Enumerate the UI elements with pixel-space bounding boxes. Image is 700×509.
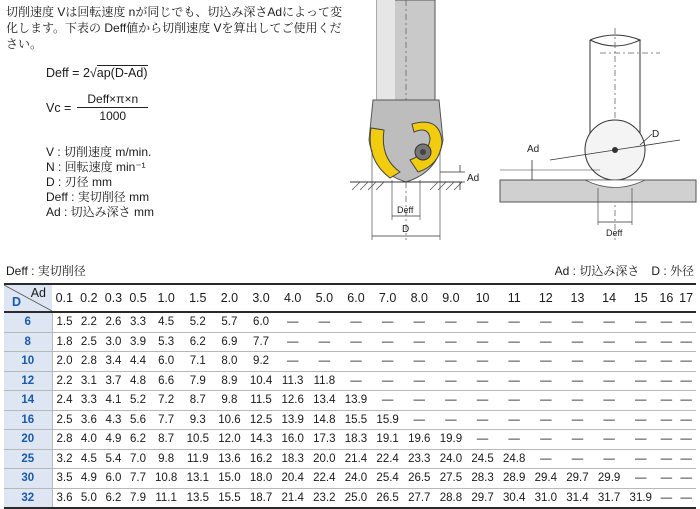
deff-value-cell: — (372, 371, 404, 391)
diameter-cell: 10 (4, 352, 52, 372)
deff-value-cell: — (676, 352, 696, 372)
deff-value-cell: — (467, 332, 499, 352)
deff-value-cell: 27.7 (403, 488, 435, 508)
deff-value-cell: 5.7 (214, 312, 246, 332)
table-header-row (4, 284, 696, 312)
deff-value-cell: 15.9 (372, 410, 404, 430)
deff-value-cell: 31.4 (562, 488, 594, 508)
deff-value-cell: — (467, 430, 499, 450)
deff-value-cell: 3.0 (101, 332, 126, 352)
deff-value-cell: — (625, 391, 657, 411)
deff-value-cell: 3.6 (52, 488, 77, 508)
deff-value-cell: 3.6 (77, 410, 102, 430)
deff-value-cell: 6.0 (245, 312, 277, 332)
deff-value-cell: 29.9 (593, 469, 625, 489)
deff-value-cell: — (498, 410, 530, 430)
ad-column-header: 9.0 (435, 284, 467, 312)
deff-value-cell: 14.3 (245, 430, 277, 450)
deff-value-cell: 2.8 (52, 430, 77, 450)
deff-value-cell: 1.5 (52, 312, 77, 332)
ad-column-header: 1.5 (182, 284, 214, 312)
diameter-cell: 16 (4, 410, 52, 430)
deff-value-cell: — (372, 332, 404, 352)
deff-value-cell: — (467, 391, 499, 411)
deff-value-cell: 23.2 (309, 488, 341, 508)
legend-item: D : 刃径 mm (46, 175, 112, 189)
deff-value-cell: — (657, 312, 677, 332)
deff-value-cell: — (625, 332, 657, 352)
legend-item: Deff : 実切削径 mm (46, 190, 150, 204)
deff-value-cell: — (403, 332, 435, 352)
deff-value-cell: — (530, 449, 562, 469)
diameter-cell: 25 (4, 449, 52, 469)
ad-column-header: 0.5 (126, 284, 151, 312)
diameter-cell: 14 (4, 391, 52, 411)
legend-item: Ad : 切込み深さ mm (46, 205, 155, 219)
deff-value-cell: — (530, 391, 562, 411)
vc-numerator: Deff×π×n (77, 92, 148, 108)
deff-value-cell: — (625, 410, 657, 430)
deff-value-cell: — (403, 391, 435, 411)
deff-value-cell: 29.7 (562, 469, 594, 489)
deff-value-cell: — (309, 312, 341, 332)
deff-value-cell: 4.5 (77, 449, 102, 469)
table-row (4, 430, 696, 450)
ad-column-header: 7.0 (372, 284, 404, 312)
deff-value-cell: 28.3 (467, 469, 499, 489)
ad-column-header: 1.0 (150, 284, 182, 312)
deff-value-cell: 15.5 (340, 410, 372, 430)
deff-value-cell: 6.6 (150, 371, 182, 391)
deff-value-cell: 11.9 (182, 449, 214, 469)
right-tool-figure (500, 28, 696, 240)
deff-value-cell: 5.2 (182, 312, 214, 332)
ad-column-header: 6.0 (340, 284, 372, 312)
deff-value-cell: — (657, 469, 677, 489)
deff-value-cell: 23.3 (403, 449, 435, 469)
deff-value-cell: — (593, 352, 625, 372)
deff-value-cell: 29.7 (467, 488, 499, 508)
ad-column-header: 2.0 (214, 284, 246, 312)
deff-value-cell: — (340, 312, 372, 332)
deff-value-cell: 6.2 (182, 332, 214, 352)
deff-value-cell: 19.9 (435, 430, 467, 450)
deff-value-cell: — (676, 430, 696, 450)
deff-value-cell: 7.7 (245, 332, 277, 352)
deff-value-cell: — (625, 352, 657, 372)
deff-value-cell: 17.3 (309, 430, 341, 450)
deff-value-cell: — (676, 488, 696, 508)
deff-value-cell: — (657, 352, 677, 372)
table-row (4, 410, 696, 430)
deff-value-cell: 11.3 (277, 371, 309, 391)
ad-column-header: 13 (562, 284, 594, 312)
deff-value-cell: 24.0 (340, 469, 372, 489)
deff-value-cell: — (403, 312, 435, 332)
deff-value-cell: — (372, 312, 404, 332)
ad-column-header: 10 (467, 284, 499, 312)
diameter-cell: 20 (4, 430, 52, 450)
deff-value-cell: 15.5 (214, 488, 246, 508)
ad-column-header: 4.0 (277, 284, 309, 312)
deff-value-cell: 22.4 (309, 469, 341, 489)
deff-value-cell: 16.0 (277, 430, 309, 450)
deff-value-cell: 10.4 (245, 371, 277, 391)
deff-value-cell: — (657, 332, 677, 352)
deff-value-cell: 8.7 (150, 430, 182, 450)
deff-value-cell: 24.0 (435, 449, 467, 469)
legend-item: V : 切削速度 m/min. (46, 145, 152, 159)
deff-value-cell: 5.3 (150, 332, 182, 352)
table-caption-right: Ad : 切込み深さ D : 外径 (554, 264, 694, 278)
deff-value-cell: — (403, 352, 435, 372)
intro-text: 切削速度 Vは回転速度 nが同じでも、切込み深さAdによって変化します。下表の Deff値から切削速度 Vを算出してご使用ください。 (6, 5, 343, 51)
deff-value-cell: 21.4 (340, 449, 372, 469)
deff-value-cell: 1.8 (52, 332, 77, 352)
deff-value-cell: — (593, 371, 625, 391)
deff-value-cell: — (530, 371, 562, 391)
table-row (4, 312, 696, 332)
deff-value-cell: 6.0 (150, 352, 182, 372)
deff-value-cell: — (467, 312, 499, 332)
deff-value-cell: — (498, 430, 530, 450)
deff-value-cell: 11.5 (245, 391, 277, 411)
deff-value-cell: — (530, 352, 562, 372)
deff-value-cell: — (530, 430, 562, 450)
deff-value-cell: 21.4 (277, 488, 309, 508)
deff-value-cell: 3.3 (77, 391, 102, 411)
deff-value-cell: — (340, 352, 372, 372)
deff-value-cell: 9.2 (245, 352, 277, 372)
deff-value-cell: — (498, 391, 530, 411)
deff-value-cell: 12.5 (245, 410, 277, 430)
deff-value-cell: 24.8 (498, 449, 530, 469)
deff-value-cell: — (657, 410, 677, 430)
corner-d-label: D (12, 295, 22, 309)
deff-value-cell: — (676, 410, 696, 430)
deff-value-cell: 5.0 (77, 488, 102, 508)
deff-value-cell: 11.8 (309, 371, 341, 391)
deff-value-cell: 18.7 (245, 488, 277, 508)
table-row (4, 371, 696, 391)
deff-value-cell: 13.9 (340, 391, 372, 411)
ad-column-header: 0.3 (101, 284, 126, 312)
deff-value-cell: — (403, 371, 435, 391)
deff-value-cell: — (277, 332, 309, 352)
table-caption-left: Deff : 実切削径 (6, 264, 86, 278)
deff-formula-lhs: Deff = 2 (46, 66, 90, 80)
deff-value-cell: 4.9 (77, 469, 102, 489)
deff-value-cell: 8.9 (214, 371, 246, 391)
deff-value-cell: 26.5 (372, 488, 404, 508)
deff-value-cell: — (625, 312, 657, 332)
deff-value-cell: — (657, 449, 677, 469)
deff-value-cell: 6.2 (126, 430, 151, 450)
ad-column-header: 17 (676, 284, 696, 312)
table-row (4, 332, 696, 352)
vc-formula-lhs: Vc = (46, 100, 72, 115)
ad-column-header: 11 (498, 284, 530, 312)
deff-value-cell: 4.4 (126, 352, 151, 372)
deff-value-cell: — (657, 430, 677, 450)
ad-column-header: 0.2 (77, 284, 102, 312)
deff-value-cell: — (530, 312, 562, 332)
deff-value-cell: — (625, 430, 657, 450)
deff-value-cell: 16.2 (245, 449, 277, 469)
deff-value-cell: 2.8 (77, 352, 102, 372)
deff-value-cell: — (562, 449, 594, 469)
deff-value-cell: 10.8 (150, 469, 182, 489)
ad-column-header: 0.1 (52, 284, 77, 312)
deff-value-cell: 2.0 (52, 352, 77, 372)
left-tool-figure (350, 0, 465, 240)
deff-value-cell: 29.4 (530, 469, 562, 489)
deff-formula-root: ap(D-Ad) (96, 66, 148, 80)
deff-value-cell: — (593, 312, 625, 332)
deff-value-cell: — (435, 410, 467, 430)
deff-value-cell: — (309, 352, 341, 372)
deff-value-cell: 4.9 (101, 430, 126, 450)
deff-value-cell: 9.3 (182, 410, 214, 430)
deff-value-cell: 6.2 (101, 488, 126, 508)
deff-value-cell: 22.4 (372, 449, 404, 469)
deff-value-cell: 18.3 (340, 430, 372, 450)
deff-value-cell: — (530, 332, 562, 352)
table-row (4, 449, 696, 469)
deff-value-cell: — (593, 449, 625, 469)
table-corner-cell (4, 284, 52, 312)
deff-value-cell: — (467, 352, 499, 372)
deff-value-cell: 3.7 (101, 371, 126, 391)
deff-value-cell: 6.0 (101, 469, 126, 489)
deff-value-cell: 24.5 (467, 449, 499, 469)
deff-value-cell: — (562, 312, 594, 332)
deff-value-cell: 18.0 (245, 469, 277, 489)
diameter-cell: 32 (4, 488, 52, 508)
right-d-label: D (652, 129, 660, 140)
deff-value-cell: — (657, 391, 677, 411)
deff-value-cell: 11.1 (150, 488, 182, 508)
deff-value-cell: 5.4 (101, 449, 126, 469)
deff-value-cell: — (625, 371, 657, 391)
deff-value-cell: — (372, 352, 404, 372)
deff-value-cell: — (593, 430, 625, 450)
deff-value-cell: — (657, 488, 677, 508)
deff-value-cell: — (562, 352, 594, 372)
deff-value-cell: — (562, 391, 594, 411)
deff-value-cell: — (676, 371, 696, 391)
deff-value-cell: — (498, 352, 530, 372)
deff-value-cell: 28.9 (498, 469, 530, 489)
deff-value-cell: 8.0 (214, 352, 246, 372)
deff-value-cell: — (676, 391, 696, 411)
deff-value-cell: — (403, 410, 435, 430)
deff-value-cell: 4.0 (77, 430, 102, 450)
deff-value-cell: 30.4 (498, 488, 530, 508)
deff-value-cell: 26.5 (403, 469, 435, 489)
deff-value-cell: 9.8 (214, 391, 246, 411)
diameter-cell: 8 (4, 332, 52, 352)
deff-value-cell: 12.0 (214, 430, 246, 450)
sqrt-sign: √ (89, 66, 97, 80)
deff-value-cell: 2.2 (52, 371, 77, 391)
diameter-cell: 6 (4, 312, 52, 332)
deff-value-cell: 13.9 (277, 410, 309, 430)
deff-value-cell: — (435, 332, 467, 352)
deff-value-cell: 18.3 (277, 449, 309, 469)
deff-value-cell: 10.6 (214, 410, 246, 430)
deff-value-cell: 25.0 (340, 488, 372, 508)
deff-value-cell: 2.5 (77, 332, 102, 352)
deff-value-cell: 3.2 (52, 449, 77, 469)
deff-value-cell: 2.6 (101, 312, 126, 332)
deff-value-cell: — (277, 312, 309, 332)
deff-value-cell: — (593, 391, 625, 411)
deff-value-cell: 15.0 (214, 469, 246, 489)
deff-value-cell: 2.2 (77, 312, 102, 332)
deff-value-cell: — (625, 449, 657, 469)
deff-value-cell: — (372, 391, 404, 411)
deff-value-cell: — (467, 410, 499, 430)
right-deff-label: Deff (606, 228, 623, 238)
deff-value-cell: 13.5 (182, 488, 214, 508)
deff-value-cell: 31.7 (593, 488, 625, 508)
deff-value-cell: 12.6 (277, 391, 309, 411)
deff-value-cell: — (530, 410, 562, 430)
deff-value-cell: — (435, 391, 467, 411)
table-body (4, 312, 696, 508)
table-row (4, 469, 696, 489)
deff-value-cell: 3.9 (126, 332, 151, 352)
deff-value-cell: — (498, 332, 530, 352)
deff-value-cell: 7.1 (182, 352, 214, 372)
deff-value-cell: 6.9 (214, 332, 246, 352)
deff-value-cell: 8.7 (182, 391, 214, 411)
deff-value-cell: — (309, 332, 341, 352)
deff-value-cell: — (625, 469, 657, 489)
left-ad-label: Ad (467, 173, 480, 184)
deff-value-cell: 10.5 (182, 430, 214, 450)
diameter-cell: 12 (4, 371, 52, 391)
deff-table (4, 283, 696, 509)
deff-value-cell: 5.2 (126, 391, 151, 411)
deff-value-cell: — (435, 312, 467, 332)
deff-value-cell: 13.1 (182, 469, 214, 489)
deff-value-cell: 7.7 (150, 410, 182, 430)
deff-value-cell: 4.8 (126, 371, 151, 391)
deff-value-cell: — (498, 312, 530, 332)
ad-column-header: 14 (593, 284, 625, 312)
deff-value-cell: — (562, 430, 594, 450)
deff-value-cell: — (435, 352, 467, 372)
vc-denominator: 1000 (99, 109, 127, 123)
right-ad-label: Ad (527, 144, 540, 155)
deff-value-cell: 5.6 (126, 410, 151, 430)
deff-value-cell: — (498, 371, 530, 391)
deff-value-cell: 3.3 (126, 312, 151, 332)
deff-value-cell: 9.8 (150, 449, 182, 469)
deff-value-cell: — (340, 371, 372, 391)
table-row (4, 352, 696, 372)
deff-value-cell: — (676, 312, 696, 332)
corner-ad-label: Ad (30, 286, 46, 300)
deff-value-cell: 27.5 (435, 469, 467, 489)
deff-value-cell: 7.9 (182, 371, 214, 391)
ad-column-header: 3.0 (245, 284, 277, 312)
deff-value-cell: — (435, 371, 467, 391)
diameter-cell: 30 (4, 469, 52, 489)
deff-value-cell: 3.4 (101, 352, 126, 372)
deff-value-cell: — (676, 449, 696, 469)
deff-value-cell: 31.9 (625, 488, 657, 508)
deff-value-cell: 3.5 (52, 469, 77, 489)
deff-value-cell: — (340, 332, 372, 352)
deff-value-cell: 13.6 (214, 449, 246, 469)
deff-value-cell: 7.7 (126, 469, 151, 489)
deff-value-cell: 13.4 (309, 391, 341, 411)
deff-value-cell: — (467, 371, 499, 391)
deff-value-cell: — (657, 371, 677, 391)
deff-value-cell: — (562, 332, 594, 352)
deff-value-cell: 19.6 (403, 430, 435, 450)
ad-column-header: 5.0 (309, 284, 341, 312)
deff-value-cell: 2.5 (52, 410, 77, 430)
left-deff-label: Deff (397, 205, 414, 215)
deff-value-cell: 2.4 (52, 391, 77, 411)
deff-value-cell: — (676, 469, 696, 489)
table-row (4, 488, 696, 508)
ad-column-header: 16 (657, 284, 677, 312)
deff-value-cell: — (676, 332, 696, 352)
deff-value-cell: 19.1 (372, 430, 404, 450)
deff-value-cell: 7.0 (126, 449, 151, 469)
deff-value-cell: 7.9 (126, 488, 151, 508)
legend-item: N : 回転速度 min⁻¹ (46, 160, 146, 174)
deff-value-cell: 4.5 (150, 312, 182, 332)
deff-value-cell: 7.2 (150, 391, 182, 411)
deff-value-cell: 28.8 (435, 488, 467, 508)
left-d-label: D (402, 224, 410, 235)
ad-column-header: 8.0 (403, 284, 435, 312)
deff-value-cell: 20.4 (277, 469, 309, 489)
deff-value-cell: 25.4 (372, 469, 404, 489)
deff-value-cell: — (562, 410, 594, 430)
deff-value-cell: — (593, 332, 625, 352)
deff-value-cell: — (562, 371, 594, 391)
deff-value-cell: 14.8 (309, 410, 341, 430)
deff-value-cell: 20.0 (309, 449, 341, 469)
deff-value-cell: 4.3 (101, 410, 126, 430)
ad-column-header: 15 (625, 284, 657, 312)
table-row (4, 391, 696, 411)
deff-value-cell: 4.1 (101, 391, 126, 411)
ad-column-header: 12 (530, 284, 562, 312)
deff-value-cell: — (593, 410, 625, 430)
deff-value-cell: 31.0 (530, 488, 562, 508)
deff-value-cell: 3.1 (77, 371, 102, 391)
deff-value-cell: — (277, 352, 309, 372)
